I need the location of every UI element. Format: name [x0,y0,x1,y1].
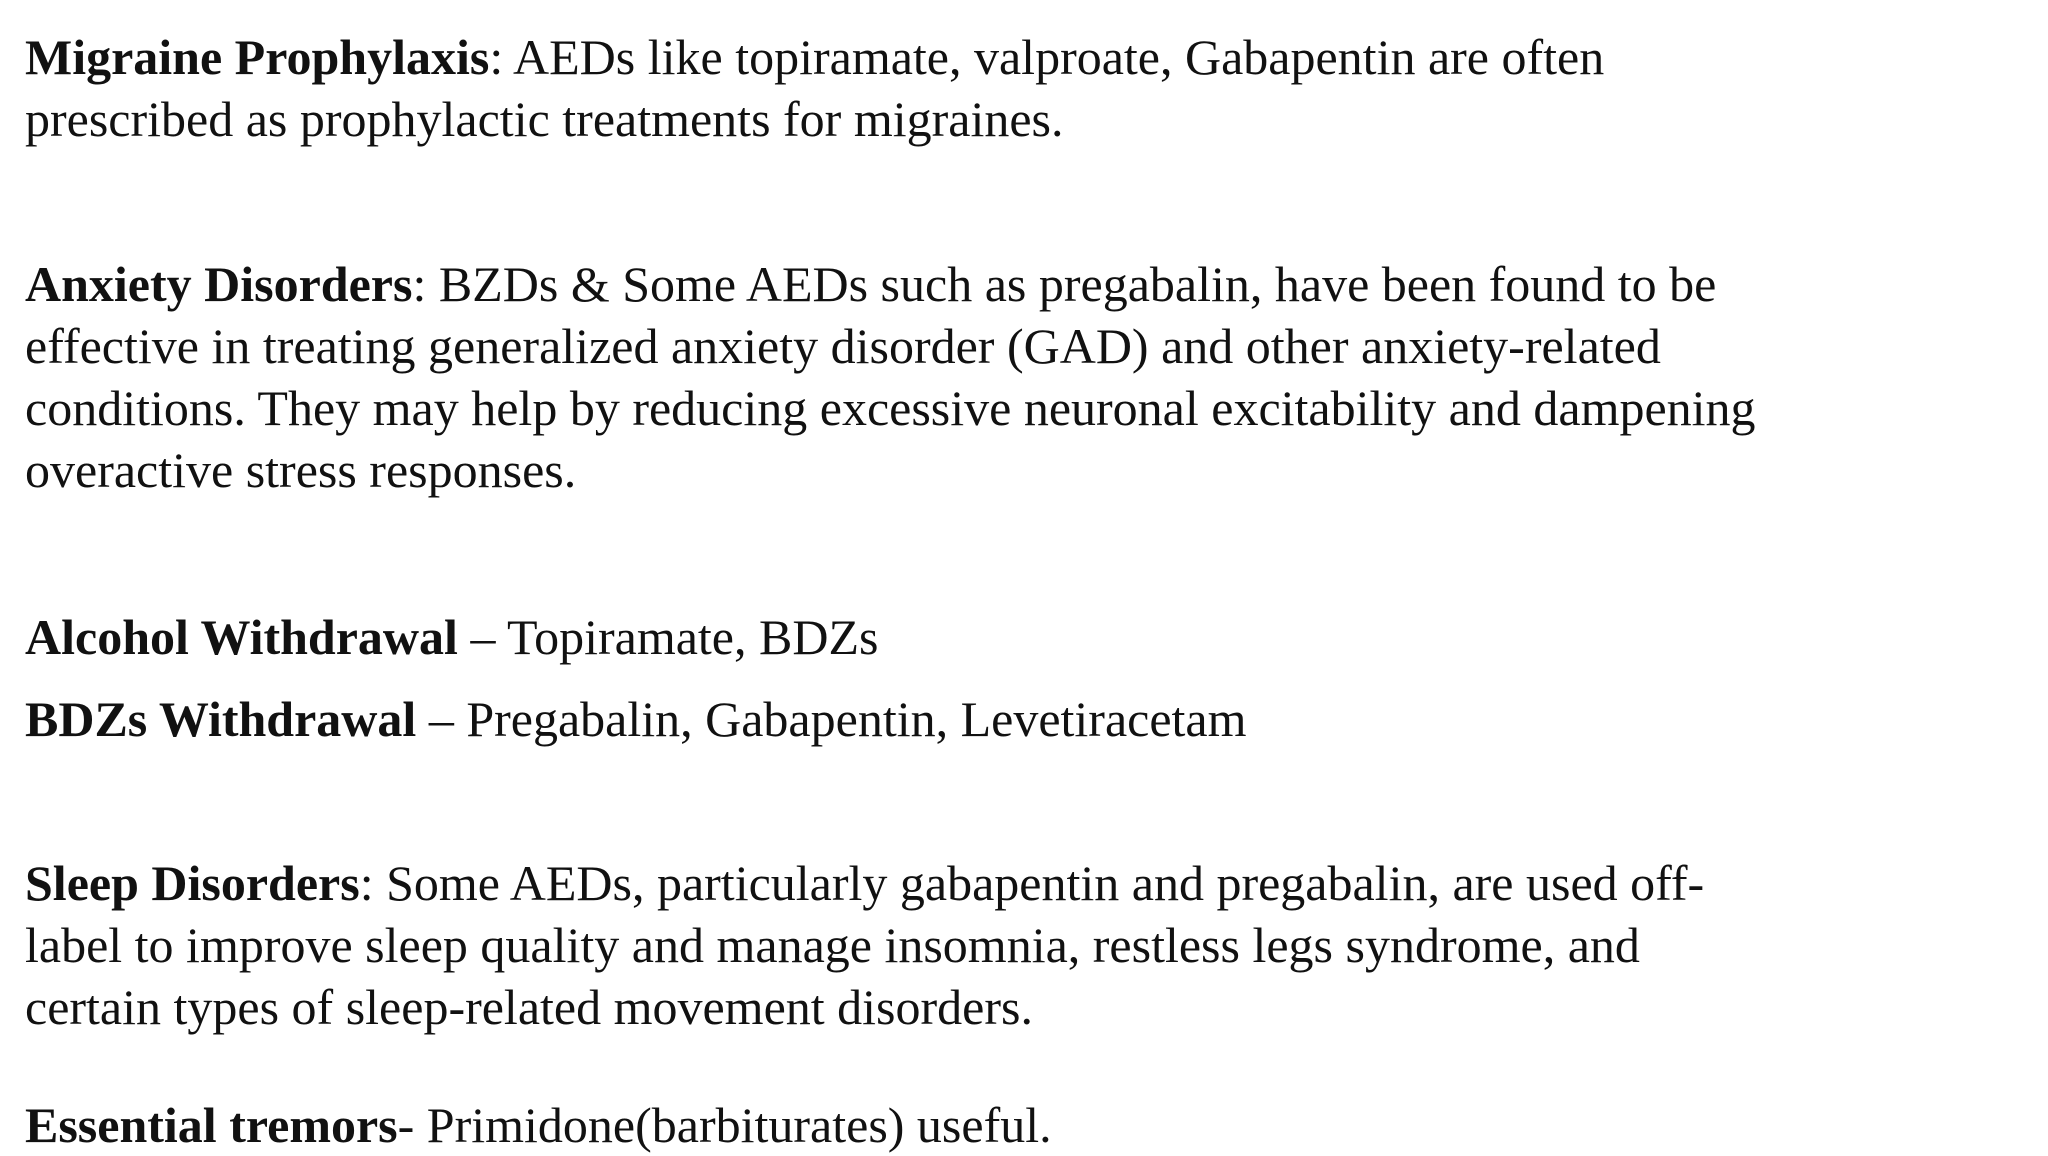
sleep-term: Sleep Disorders [25,855,360,911]
bdz-withdrawal-paragraph [25,688,2035,750]
anxiety-text-1: BZDs & Some AEDs such as pregabalin, have been found to be [438,256,1717,312]
migraine-term: Migraine Prophylaxis [25,29,490,85]
sleep-line-1 [25,852,2035,914]
migraine-separator: : [489,29,513,85]
anxiety-separator: : [412,256,439,312]
alcohol-text: Topiramate, BDZs [507,609,879,665]
tremor-separator: - [397,1097,427,1153]
anxiety-disorders-paragraph [25,253,2035,501]
alcohol-withdrawal-paragraph [25,606,2035,668]
bdz-line [25,688,2035,750]
tremor-text: Primidone(barbiturates) useful. [426,1097,1052,1153]
anxiety-line-2: effective in treating generalized anxiety disorder (GAD) and other anxiety-related [25,318,1661,374]
sleep-text-1: Some AEDs, particularly gabapentin and pregabalin, are used off- [386,855,1705,911]
bdz-term: BDZs Withdrawal [25,691,417,747]
migraine-text-1: AEDs like topiramate, valproate, Gabapentin are often [513,29,1605,85]
bdz-separator: – [416,691,467,747]
anxiety-line-3: conditions. They may help by reducing excessive neuronal excitability and dampening [25,380,1756,436]
anxiety-term: Anxiety Disorders [25,256,413,312]
migraine-prophylaxis-paragraph [25,26,2035,150]
anxiety-line-1 [25,253,2035,315]
essential-tremors-paragraph [25,1094,2035,1156]
sleep-separator: : [359,855,387,911]
tremor-term: Essential tremors [25,1097,398,1153]
sleep-line-3: certain types of sleep-related movement disorders. [25,979,1033,1035]
alcohol-separator: – [457,609,508,665]
migraine-line-2: prescribed as prophylactic treatments for migraines. [25,91,1064,147]
sleep-line-2: label to improve sleep quality and manage insomnia, restless legs syndrome, and [25,917,1640,973]
alcohol-line [25,606,2035,668]
document-page [25,0,2035,1152]
sleep-disorders-paragraph [25,852,2035,1038]
anxiety-line-4: overactive stress responses. [25,442,577,498]
migraine-line-1 [25,26,2035,88]
alcohol-term: Alcohol Withdrawal [25,609,458,665]
tremor-line [25,1094,2035,1156]
bdz-text: Pregabalin, Gabapentin, Levetiracetam [466,691,1247,747]
